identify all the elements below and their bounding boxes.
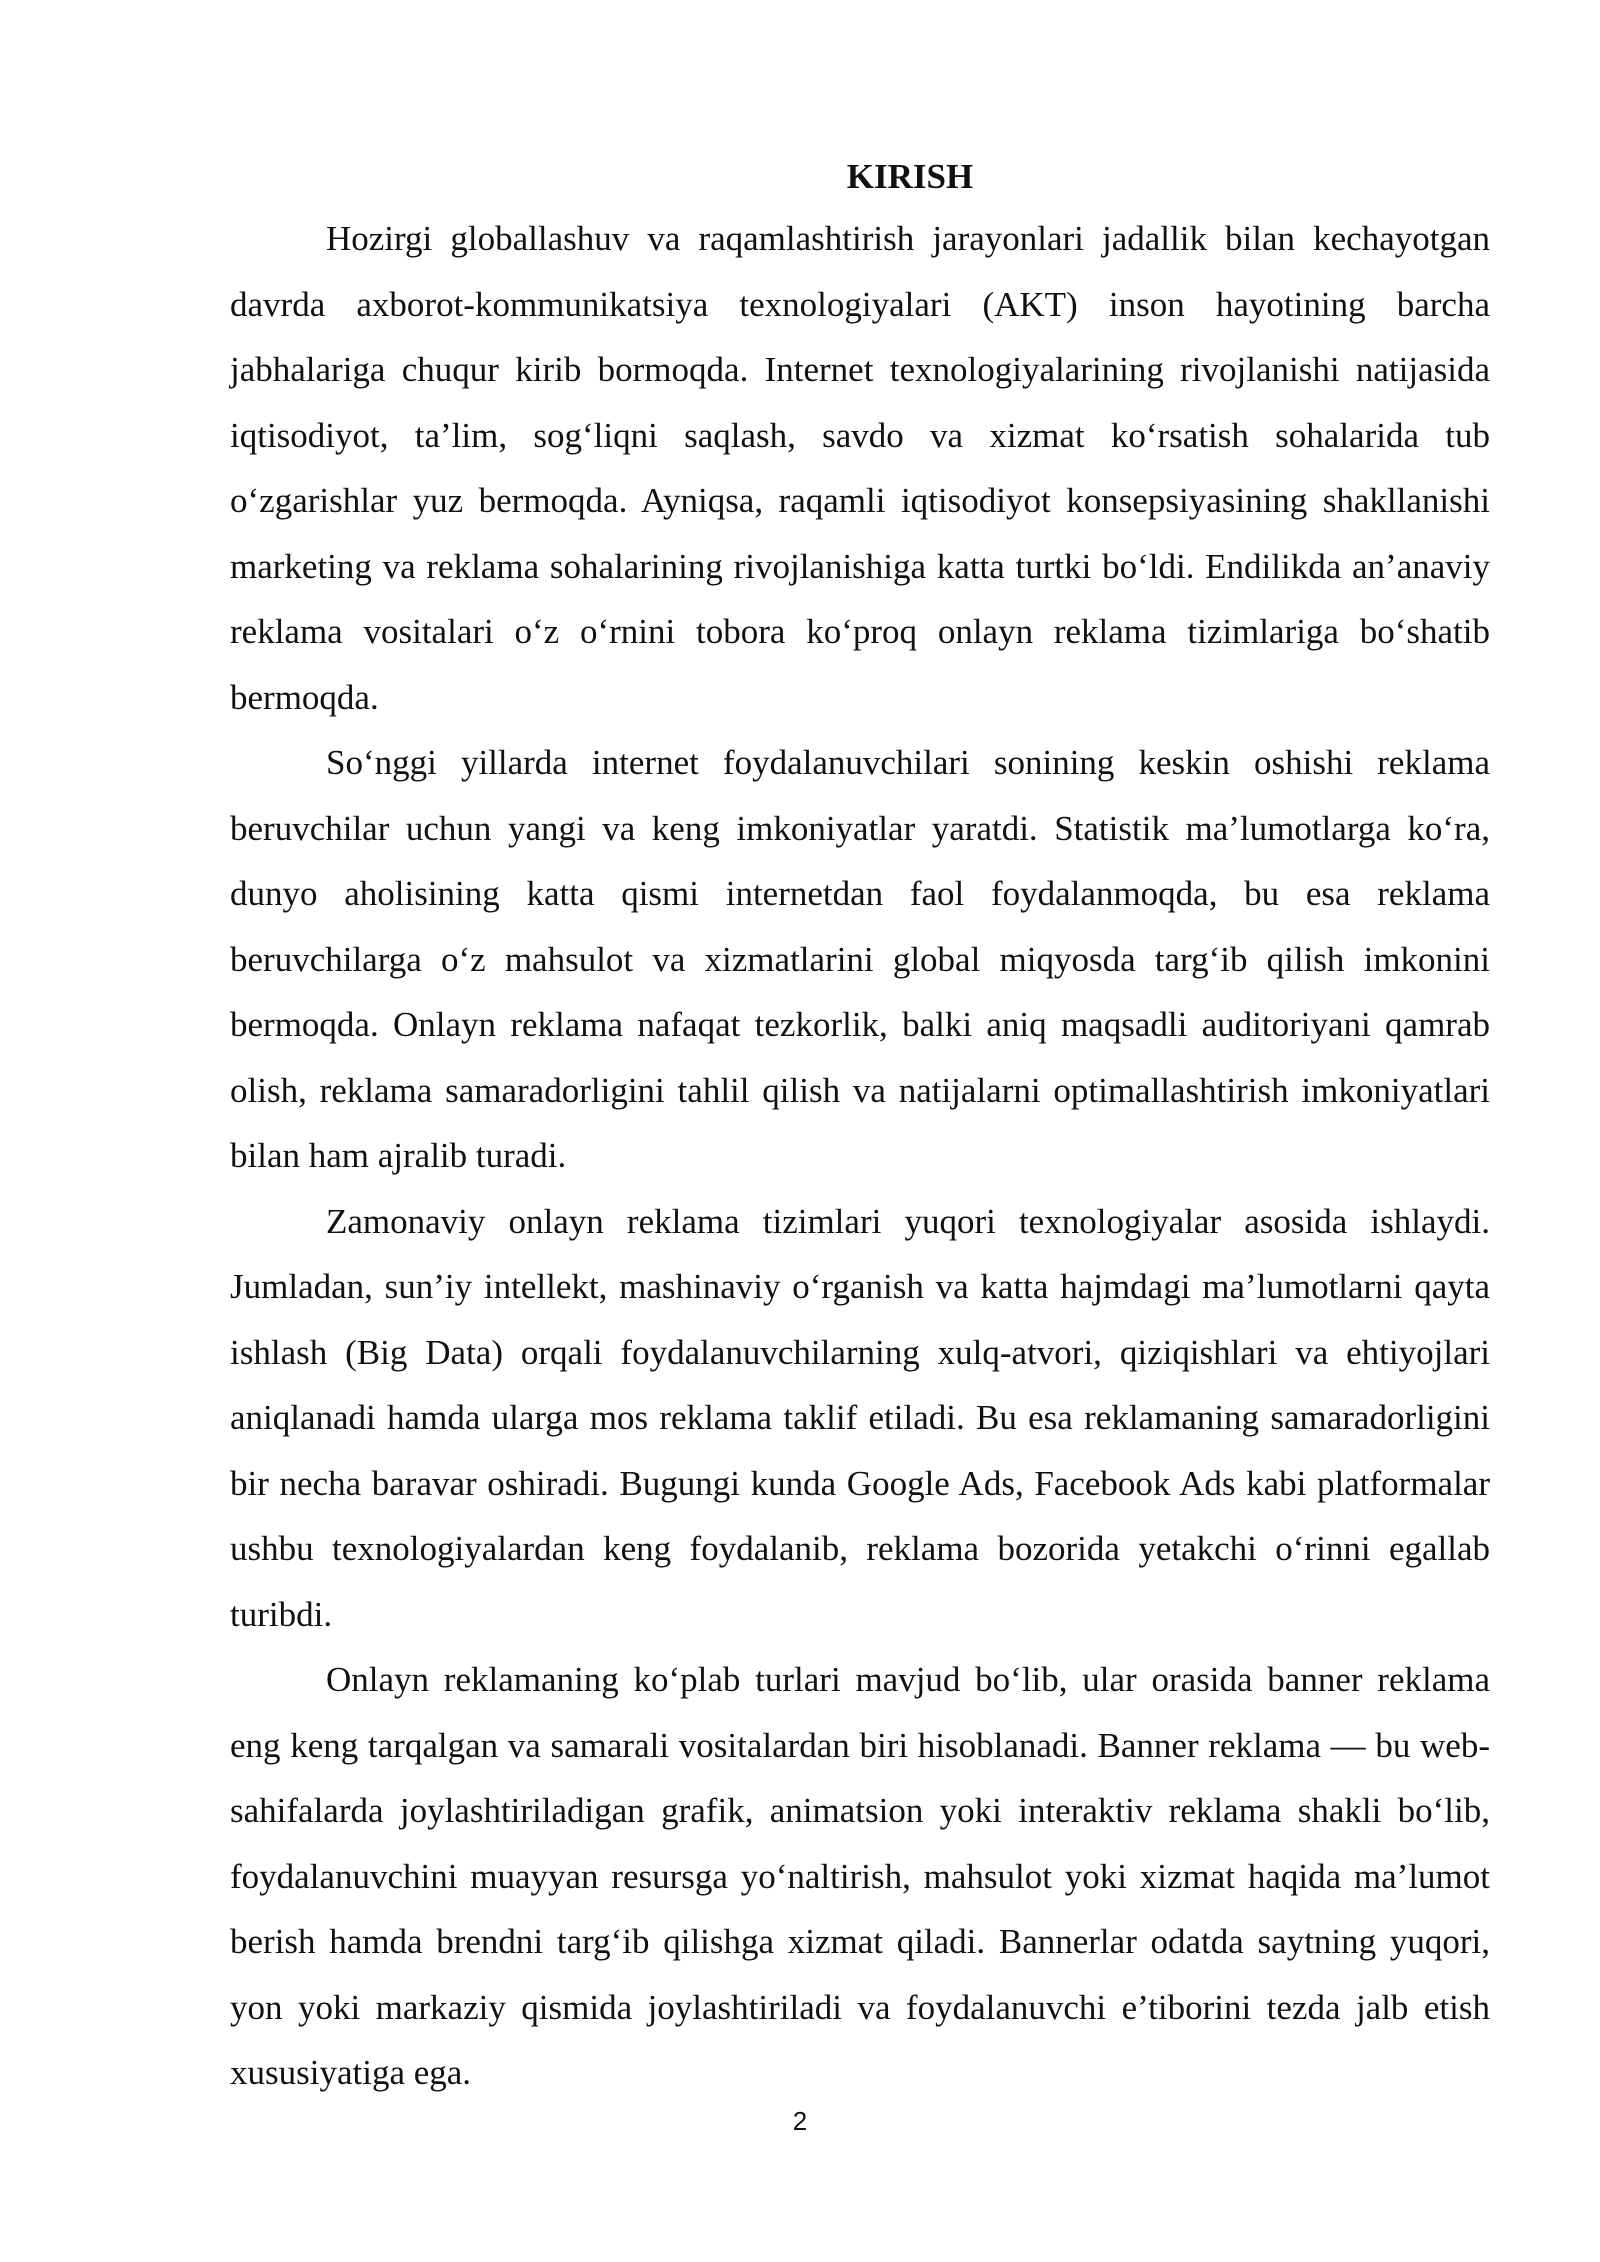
paragraph-1: Hozirgi globallashuv va raqamlashtirish jarayonlari jadallik bilan kechayotgan davrda axborot-kommunikatsiya texnologiyalari (AKT) inson hayotining barcha jabhalariga chuqur kirib bormoqda. Internet texnologiyalarining rivojlanishi natijasida iqtisodiyot, ta’lim, sog‘liqni saqlash, savdo va xizmat ko‘rsatish sohalarida tub o‘zgarishlar yuz bermoqda. Ayniqsa, raqamli iqtisodiyot konsepsiyasining shakllanishi marketing va reklama sohalarining rivojlanishiga katta turtki bo‘ldi. Endilikda an’anaviy reklama vositalari o‘z o‘rnini tobora ko‘proq onlayn reklama tizimlariga bo‘shatib bermoqda. xyxy=(230,219,1490,717)
section-title: KIRISH xyxy=(846,157,974,196)
paragraph-4: Onlayn reklamaning ko‘plab turlari mavjud bo‘lib, ular orasida banner reklama eng keng tarqalgan va samarali vositalardan biri hisoblanadi. Banner reklama — bu web-sahifalarda joylashtiriladigan grafik, animatsion yoki interaktiv reklama shakli bo‘lib, foydalanuvchini muayyan resursga yo‘naltirish, mahsulot yoki xizmat haqida ma’lumot berish hamda brendni targ‘ib qilishga xizmat qiladi. Bannerlar odatda saytning yuqori, yon yoki markaziy qismida joylashtiriladi va foydalanuvchi e’tiborini tezda jalb etish xususiyatiga ega. xyxy=(230,1660,1490,2092)
page-number: 2 xyxy=(792,2106,808,2136)
paragraph-3: Zamonaviy onlayn reklama tizimlari yuqori texnologiyalar asosida ishlaydi. Jumladan, sun’iy intellekt, mashinaviy o‘rganish va katta hajmdagi ma’lumotlarni qayta ishlash (Big Data) orqali foydalanuvchilarning xulq-atvori, qiziqishlari va ehtiyojlari aniqlanadi hamda ularga mos reklama taklif etiladi. Bu esa reklamaning samaradorligini bir necha baravar oshiradi. Bugungi kunda Google Ads, Facebook Ads kabi platformalar ushbu texnologiyalardan keng foydalanib, reklama bozorida yetakchi o‘rinni egallab turibdi. xyxy=(230,1201,1490,1634)
page-content xyxy=(230,150,1490,2106)
paragraph-2: So‘nggi yillarda internet foydalanuvchilari sonining keskin oshishi reklama beruvchilar uchun yangi va keng imkoniyatlar yaratdi. Statistik ma’lumotlarga ko‘ra, dunyo aholisining katta qismi internetdan faol foydalanmoqda, bu esa reklama beruvchilarga o‘z mahsulot va xizmatlarini global miqyosda targ‘ib qilish imkonini bermoqda. Onlayn reklama nafaqat tezkorlik, balki aniq maqsadli auditoriyani qamrab olish, reklama samaradorligini tahlil qilish va natijalarni optimallashtirish imkoniyatlari bilan ham ajralib turadi. xyxy=(230,743,1490,1175)
